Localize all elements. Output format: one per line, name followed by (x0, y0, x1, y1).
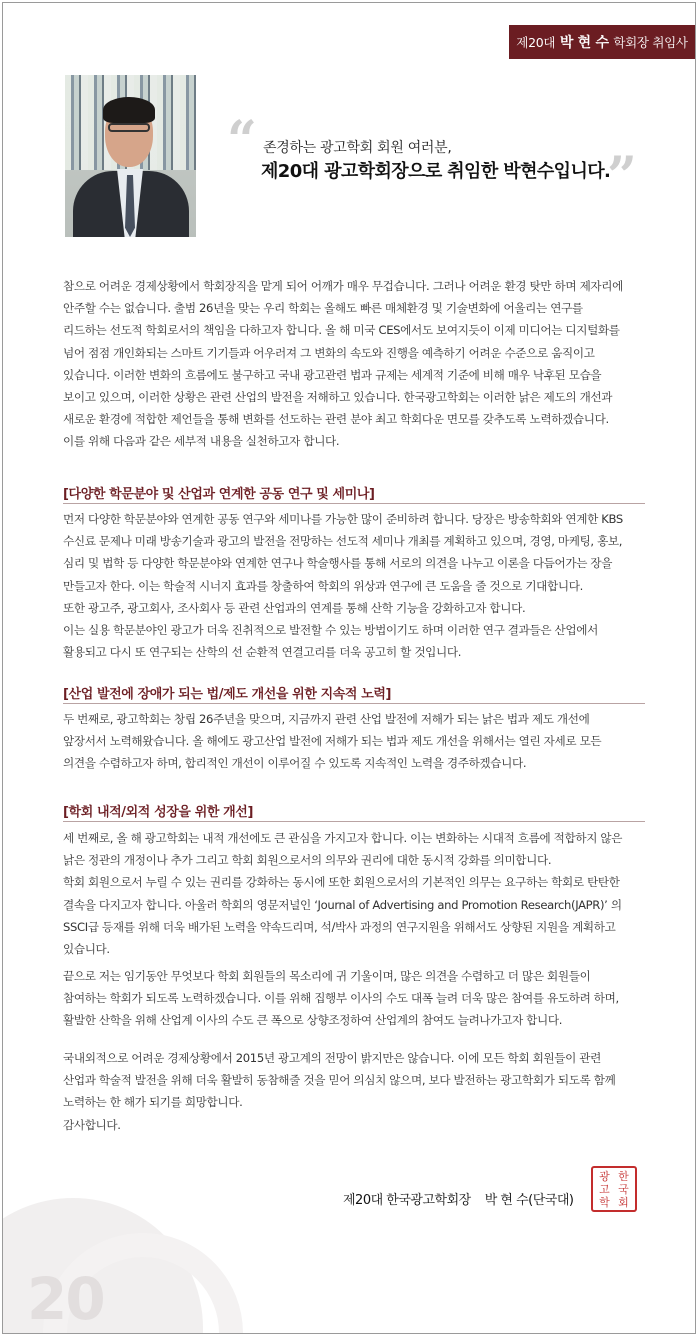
close-quote-icon: ” (607, 146, 637, 207)
text-line: 있습니다. 이러한 변화의 흐름에도 불구하고 국내 광고관련 법과 규제는 세계적 기준에 비해 매우 낙후된 모습을 (63, 367, 602, 382)
text-line: 있습니다. (63, 942, 110, 957)
section-title-1: [다양한 학문분야 및 산업과 연계한 공동 연구 및 세미나] (63, 487, 375, 502)
section-title-2: [산업 발전에 장애가 되는 법/제도 개선을 위한 지속적 노력] (63, 687, 392, 702)
text-line: SSCI급 등재를 위해 더욱 배가된 노력을 약속드리며, 석/박사 과정의 연구지원을 위해서도 상향된 지원을 계획하고 (63, 919, 616, 934)
text-line: 안주할 수는 없습니다. 출범 26년을 맞는 우리 학회는 올해도 빠른 매체환경 및 기술변화에 어울리는 연구를 (63, 301, 583, 316)
portrait-photo (65, 75, 196, 237)
text-line: 만들고자 한다. 이는 학술적 시너지 효과를 창출하여 학회의 위상과 연구에 큰 도움을 줄 것으로 기대합니다. (63, 578, 583, 593)
page-frame (2, 2, 696, 1334)
headline-text: 제20대 광고학회장으로 취임한 박현수입니다. (261, 161, 611, 182)
text-line: 앞장서서 노력해왔습니다. 올 해에도 광고산업 발전에 저해가 되는 법과 제도 개선을 위해서는 열린 자세로 모든 (63, 734, 602, 749)
text-line: 심리 및 법학 등 다양한 학문분야와 연계한 연구나 학술행사를 통해 서로의 의견을 나누고 이론을 다듬어가는 장을 (63, 556, 613, 571)
section-divider (63, 821, 645, 822)
section-2-paragraph (63, 708, 645, 775)
text-line: 의견을 수렴하고자 하며, 합리적인 개선이 이루어질 수 있도록 지속적인 노력을 경주하겠습니다. (63, 756, 527, 771)
section-divider (63, 703, 645, 704)
page-number: 20 (27, 1265, 104, 1333)
header-post: 학회장 취임사 (613, 35, 688, 50)
header-pre: 제20대 (516, 35, 556, 50)
text-line: 리드하는 선도적 학회로서의 책임을 다하고자 합니다. 올 해 미국 CES에서도 보여지듯이 이제 미디어는 디지털화를 (63, 323, 620, 338)
text-line: 산업과 학술적 발전을 위해 더욱 활발히 동참해줄 것을 믿어 의심치 않으며, 보다 발전하는 광고학회가 되도록 함께 (63, 1073, 616, 1088)
closing-paragraph-2 (63, 1047, 645, 1136)
section-divider (63, 503, 645, 504)
header-name: 박 현 수 (559, 35, 609, 51)
text-line: 감사합니다. (63, 1117, 121, 1132)
text-line: 끝으로 저는 임기동안 무엇보다 학회 회원들의 목소리에 귀 기울이며, 많은 의견을 수렴하고 더 많은 회원들이 (63, 969, 591, 983)
official-seal-icon: 광 한 고 국 학 회 (591, 1166, 637, 1212)
section-1-paragraph (63, 508, 645, 663)
header-banner (509, 25, 695, 59)
text-line: 국내외적으로 어려운 경제상황에서 2015년 광고계의 전망이 밝지만은 않습니다. 이에 모든 학회 회원들이 관련 (63, 1051, 601, 1065)
text-line: 결속을 다지고자 합니다. 아울러 학회의 영문저널인 ‘Journal of Advertising and Promotion Research(JAPR)’ 의 (63, 897, 622, 912)
text-line: 활용되고 다시 또 연구되는 산학의 선 순환적 연결고리를 더욱 공고히 할 것입니다. (63, 645, 462, 660)
signature-title: 제20대 한국광고학회장 (343, 1193, 471, 1208)
text-line: 낡은 정관의 개정이나 추가 그리고 학회 회원으로서의 의무와 권리에 대한 동시적 강화를 의미합니다. (63, 853, 552, 868)
text-line: 이를 위해 다음과 같은 세부적 내용을 실천하고자 합니다. (63, 434, 340, 449)
text-line: 먼저 다양한 학문분야와 연계한 공동 연구와 세미나를 가능한 많이 준비하려 합니다. 당장은 방송학회와 연계한 KBS (63, 512, 623, 526)
text-line: 참여하는 학회가 되도록 노력하겠습니다. 이를 위해 집행부 이사의 수도 대폭 늘려 더욱 많은 참여를 유도하려 하며, (63, 991, 619, 1006)
text-line: 학회 회원으로서 누릴 수 있는 권리를 강화하는 동시에 또한 회원으로서의 기본적인 의무는 요구하는 학회로 탄탄한 (63, 875, 620, 890)
text-line: 보이고 있으며, 이러한 상황은 관련 산업의 발전을 저해하고 있습니다. 한국광고학회는 이러한 낡은 제도의 개선과 (63, 390, 613, 405)
section-title-3: [학회 내적/외적 성장을 위한 개선] (63, 805, 253, 820)
text-line: 이는 실용 학문분야인 광고가 더욱 진취적으로 발전할 수 있는 방법이기도 하며 이러한 연구 결과들은 산업에서 (63, 623, 598, 638)
text-line: 넘어 점점 개인화되는 스마트 기기들과 어우러져 그 변화의 속도와 진행을 예측하기 어려운 수준으로 움직이고 (63, 345, 595, 360)
opening-paragraph (63, 275, 645, 453)
signature-name: 박 현 수(단국대) (484, 1193, 574, 1208)
section-3-paragraph (63, 827, 645, 960)
text-line: 노력하는 한 해가 되기를 희망합니다. (63, 1095, 243, 1110)
text-line: 세 번째로, 올 해 광고학회는 내적 개선에도 큰 관심을 가지고자 합니다. 이는 변화하는 시대적 흐름에 적합하지 않은 (63, 831, 623, 845)
text-line: 두 번째로, 광고학회는 창립 26주년을 맞으며, 지금까지 관련 산업 발전에 저해가 되는 낡은 법과 제도 개선에 (63, 712, 590, 726)
text-line: 활발한 산학을 위해 산업계 이사의 수도 큰 폭으로 상향조정하여 산업계의 참여도 늘려나가고자 합니다. (63, 1013, 563, 1028)
greeting-text: 존경하는 광고학회 회원 여러분, (263, 140, 452, 156)
closing-paragraph-1 (63, 965, 645, 1032)
text-line: 새로운 환경에 적합한 제언들을 통해 변화를 선도하는 관련 분야 최고 학회다운 면모를 갖추도록 노력하겠습니다. (63, 412, 609, 427)
signature (343, 1189, 573, 1208)
text-line: 수신료 문제나 미래 방송기술과 광고의 발전을 전망하는 선도적 세미나 개최를 계획하고 있으며, 경영, 마케팅, 홍보, (63, 534, 623, 549)
text-line: 참으로 어려운 경제상황에서 학회장직을 맡게 되어 어깨가 매우 무겁습니다. 그러나 어려운 환경 탓만 하며 제자리에 (63, 279, 623, 293)
text-line: 또한 광고주, 광고회사, 조사회사 등 관련 산업과의 연계를 통해 산학 기능을 강화하고자 합니다. (63, 600, 526, 615)
open-quote-icon: “ (227, 110, 257, 171)
